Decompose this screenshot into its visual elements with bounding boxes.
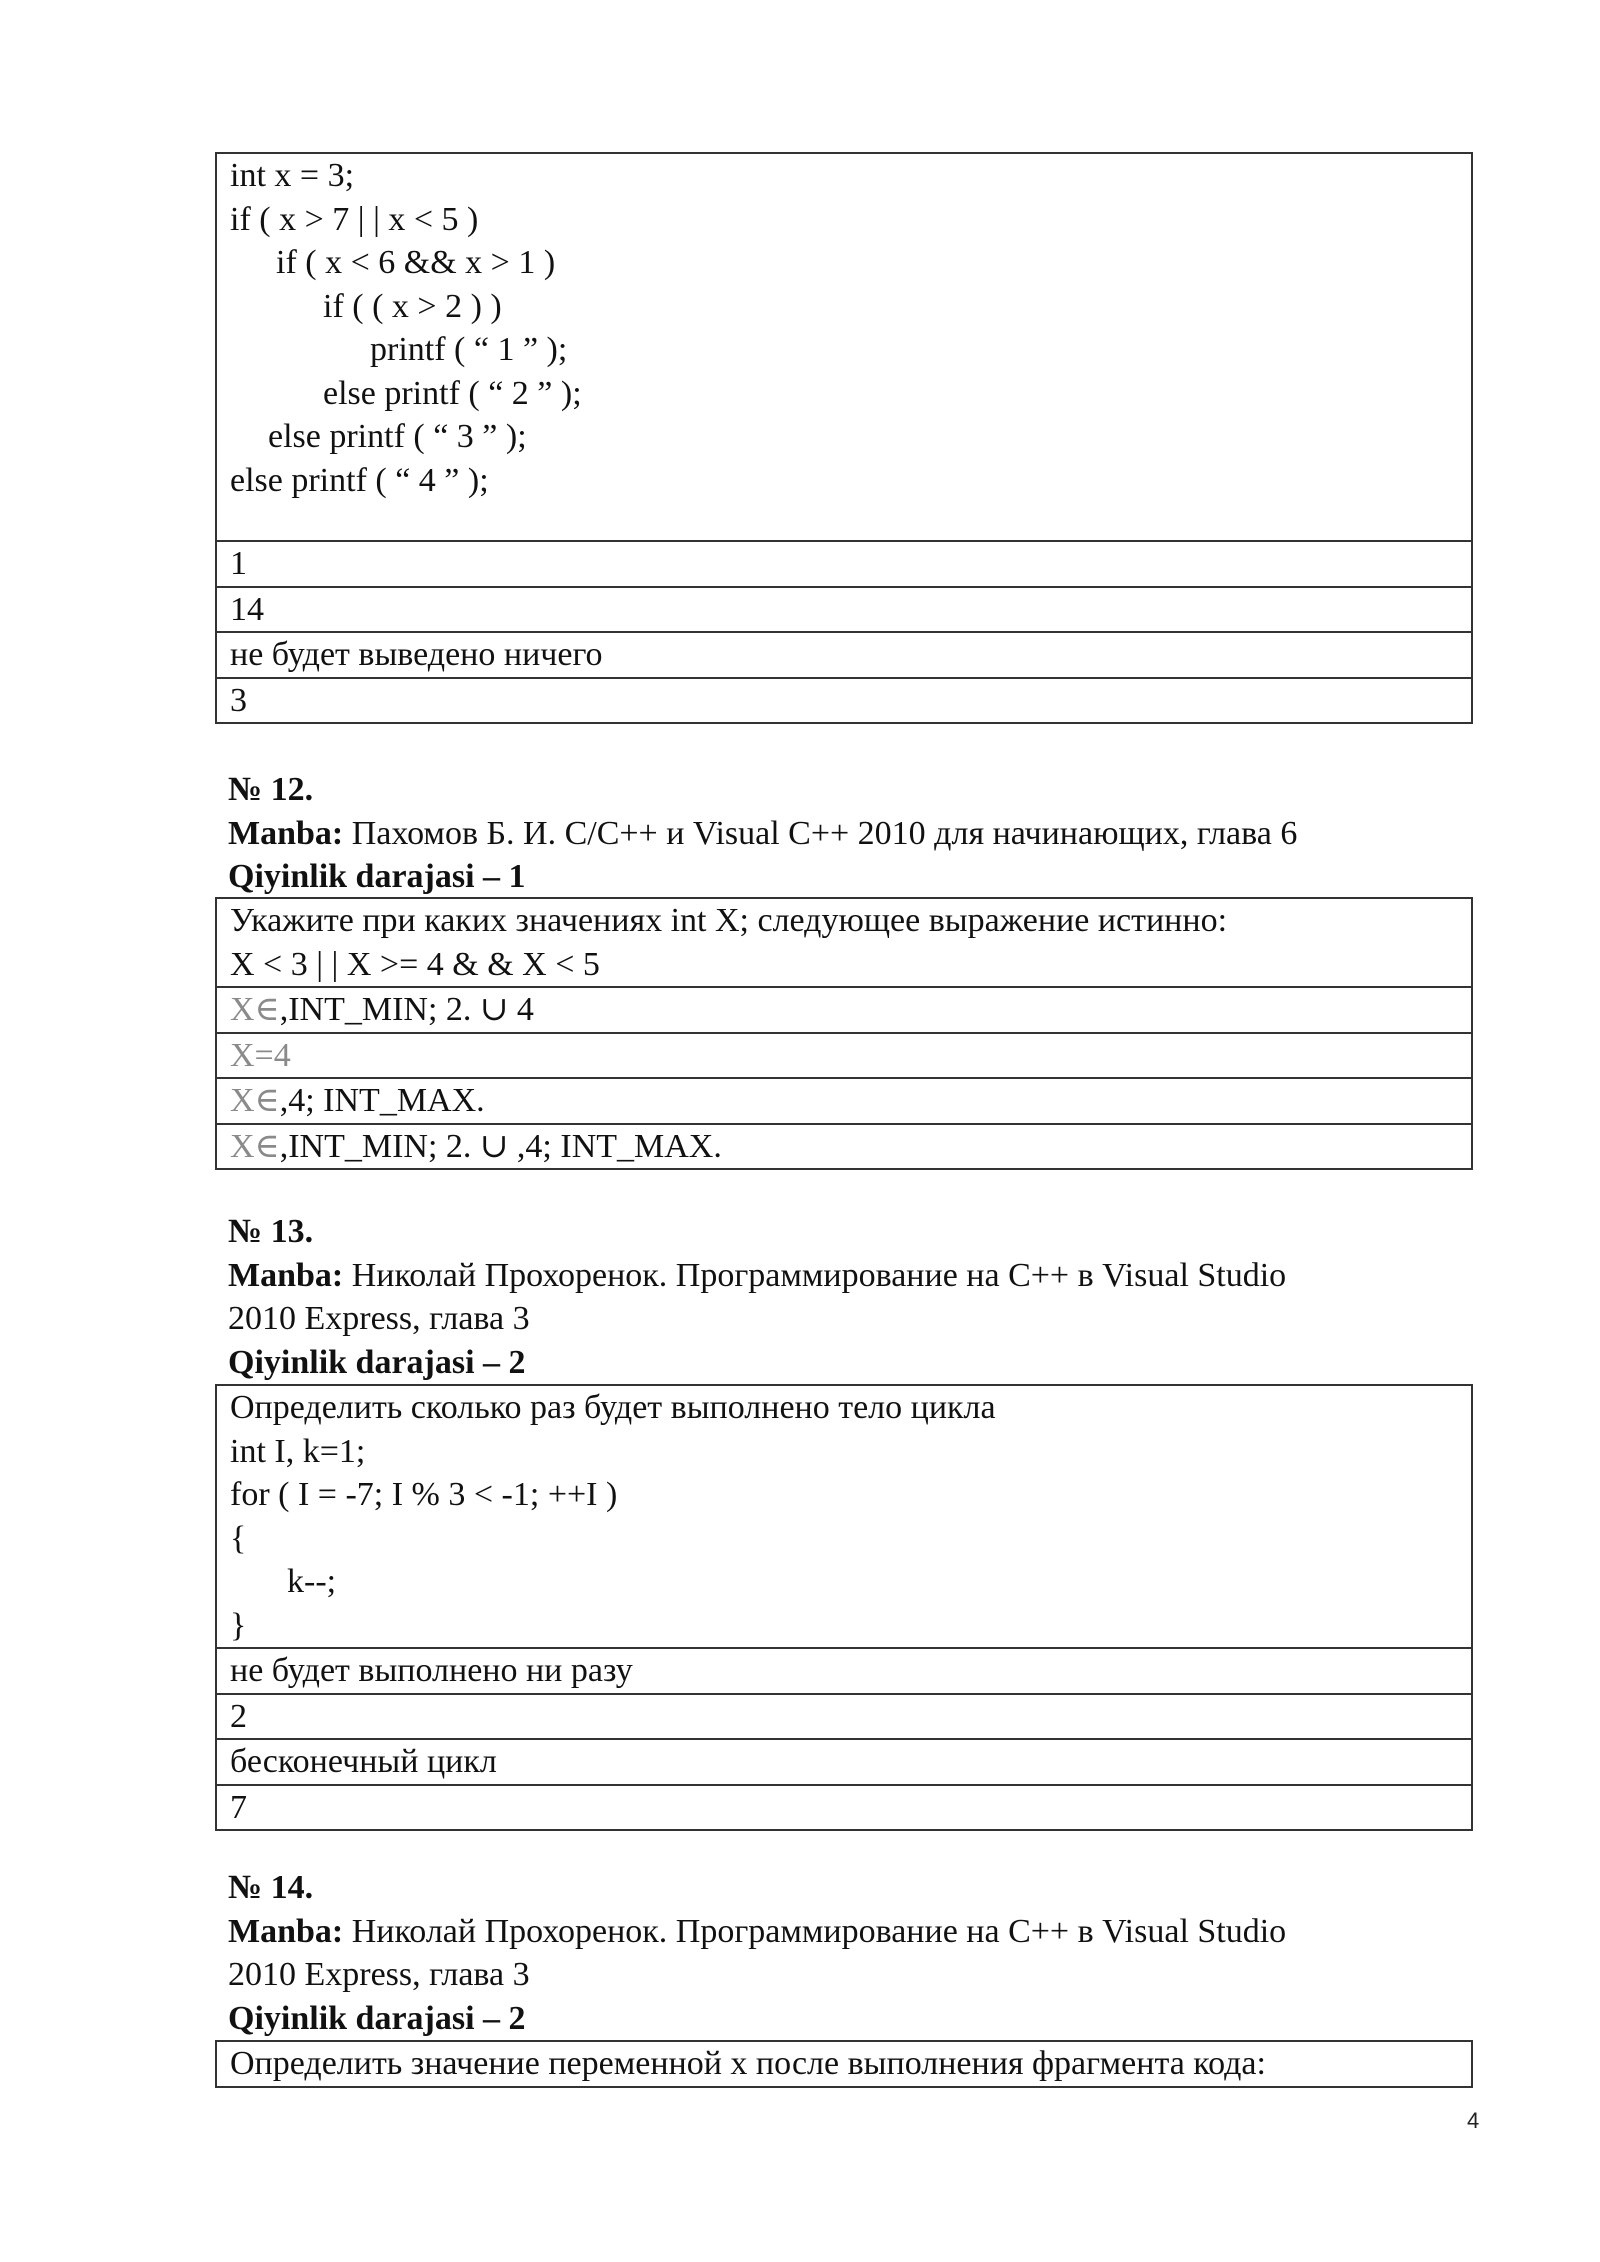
question-number: № 14. [228,1869,314,1906]
code-line: k--; [287,1563,337,1600]
code-line: printf ( “ 1 ” ); [370,331,568,368]
page-number: 4 [1467,2108,1480,2133]
manba-text-cont: 2010 Express, глава 3 [228,1300,530,1337]
answer-option: 7 [216,1785,1472,1831]
code-line: if ( x < 6 && x > 1 ) [276,244,556,281]
code-line: } [230,1606,247,1644]
difficulty-label: Qiyinlik darajasi – 1 [228,858,526,895]
question-13-table [215,1384,1473,1831]
manba-label: Manba: [228,1912,344,1950]
answer-option: 2 [216,1694,1472,1740]
answer-option [216,1033,1472,1079]
code-line: { [230,1519,247,1557]
code-line: else printf ( “ 2 ” ); [323,374,582,412]
manba-text: Пахомов Б. И. C/C++ и Visual C++ 2010 для начинающих, глава 6 [343,814,1298,852]
code-line: int x = 3; [230,157,355,194]
answer-option: бесконечный цикл [216,1739,1472,1785]
question-text-cell: Определить значение переменной x после выполнения фрагмента кода: [216,2041,1472,2087]
manba-label: Manba: [228,1256,344,1294]
question-code-cell [216,153,1472,541]
question-number: № 13. [228,1213,314,1250]
code-line: else printf ( “ 3 ” ); [268,418,527,455]
answer-prefix: X=4 [230,1036,291,1074]
answer-prefix: X∈ [230,1082,280,1119]
difficulty-label: Qiyinlik darajasi – 2 [228,1999,526,2037]
question-14-table [215,2040,1473,2088]
manba-text-cont: 2010 Express, глава 3 [228,1956,530,1993]
manba-text: Николай Прохоренок. Программирование на C++ в Visual Studio [343,1912,1287,1950]
manba-label: Manba: [228,814,344,852]
answer-option [216,1124,1472,1170]
question-11-table [215,152,1473,724]
question-line: X < 3 | | X >= 4 & & X < 5 [230,945,600,983]
code-line: else printf ( “ 4 ” ); [230,461,489,499]
answer-prefix: X∈ [230,1127,280,1165]
answer-text: ,INT_MIN; 2. ∪ 4 [279,991,534,1028]
question-text-cell [216,898,1472,987]
code-line: for ( I = -7; I % 3 < -1; ++I ) [230,1476,618,1513]
difficulty-label: Qiyinlik darajasi – 2 [228,1343,526,1381]
answer-text: ,INT_MIN; 2. ∪ ,4; INT_MAX. [279,1127,722,1165]
code-line: if ( x > 7 | | x < 5 ) [230,200,479,238]
answer-option: 3 [216,678,1472,724]
answer-option: 14 [216,587,1472,633]
code-line: if ( ( x > 2 ) ) [323,287,502,325]
answer-option [216,1078,1472,1124]
question-14-header [228,1866,1468,2040]
code-line: int I, k=1; [230,1432,366,1470]
answer-text: ,4; INT_MAX. [279,1082,485,1119]
question-number: № 12. [228,771,314,808]
question-12-header [228,768,1468,899]
answer-option: не будет выведено ничего [216,632,1472,678]
question-line: Определить сколько раз будет выполнено тело цикла [230,1389,996,1426]
question-13-header [228,1210,1468,1384]
answer-option: 1 [216,541,1472,587]
answer-prefix: X∈ [230,991,280,1028]
answer-option [216,987,1472,1033]
question-12-table [215,897,1473,1170]
answer-option: не будет выполнено ни разу [216,1648,1472,1694]
question-text-cell [216,1385,1472,1648]
manba-text: Николай Прохоренок. Программирование на C++ в Visual Studio [343,1256,1287,1294]
question-line: Укажите при каких значениях int X; следующее выражение истинно: [230,902,1228,939]
